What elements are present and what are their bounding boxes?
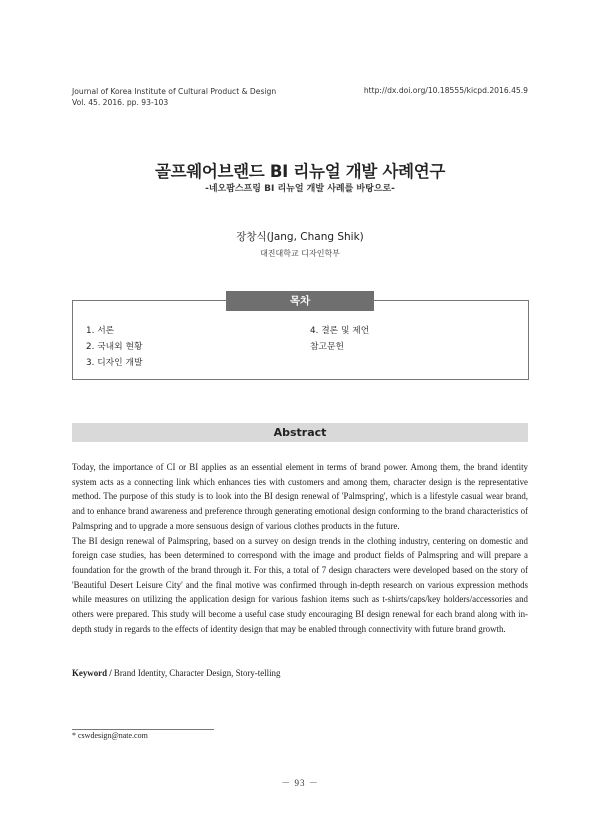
- page-number: － 93 －: [281, 778, 319, 788]
- keyword-label: Keyword /: [72, 668, 112, 678]
- toc-title: 목차: [226, 291, 374, 311]
- keywords: [72, 668, 280, 678]
- abstract-paragraph: The BI design renewal of Palmspring, based on a survey on design trends in the clothing industry, centering on domestic and foreign case studies, has been determined to correspond with the image and product fields of Palmspring and will prepare a foundation for the growth of the brand through it. For this, a total of 7 design characters were developed based on the story of 'Beautiful Desert Leisure City' and the final motive was confirmed through in-depth research on various expression methods while measures on utilizing the application design for various fashion items such as t-shirts/caps/key holders/accessories and others were prepared. This study will become a useful case study encouraging BI design renewal for each brand along with in-depth study in regards to the effects of identity design that may be enabled through connectivity with future brand growth.: [72, 535, 528, 634]
- paper-subtitle: -네오팜스프링 BI 리뉴얼 개발 사례를 바탕으로-: [205, 184, 395, 194]
- author-name: 장창식(Jang, Chang Shik): [236, 231, 364, 243]
- keyword-text: Brand Identity, Character Design, Story-telling: [111, 668, 281, 678]
- journal-name: Journal of Korea Institute of Cultural Product & Design: [72, 87, 277, 96]
- paper-title: 골프웨어브랜드 BI 리뉴얼 개발 사례연구: [154, 162, 446, 181]
- toc-right-column: [310, 323, 369, 355]
- toc-item[interactable]: 1. 서론: [86, 326, 115, 336]
- footnote-email: * cswdesign@nate.com: [72, 731, 148, 740]
- journal-header: [72, 86, 276, 108]
- abstract-paragraph: Today, the importance of CI or BI applies as an essential element in terms of brand power. Among them, the brand identity system acts as a connecting link which enhances ties with customers and among them, character design is the representative method. The purpose of this study is to look into the BI design renewal of 'Palmspring', which is a lifestyle casual wear brand, and to enhance brand awareness and preference through generating emotional design conforming to the brand characteristics of Palmspring and to upgrade a more sensuous design of various clothes products in the future.: [72, 462, 528, 531]
- journal-volume: Vol. 45. 2016. pp. 93-103: [72, 98, 169, 107]
- toc-item[interactable]: 3. 디자인 개발: [86, 358, 143, 368]
- toc-item[interactable]: 2. 국내외 현황: [86, 342, 143, 352]
- author-affiliation: 대진대학교 디자인학부: [260, 249, 340, 258]
- toc-item[interactable]: 4. 결론 및 제언: [310, 326, 370, 336]
- toc-item[interactable]: 참고문헌: [310, 342, 344, 352]
- footnote-divider: [72, 729, 214, 730]
- toc-left-column: [86, 323, 142, 371]
- abstract-body: [72, 460, 528, 636]
- doi-link[interactable]: http://dx.doi.org/10.18555/kicpd.2016.45.9: [363, 86, 528, 95]
- abstract-heading: Abstract: [72, 423, 528, 442]
